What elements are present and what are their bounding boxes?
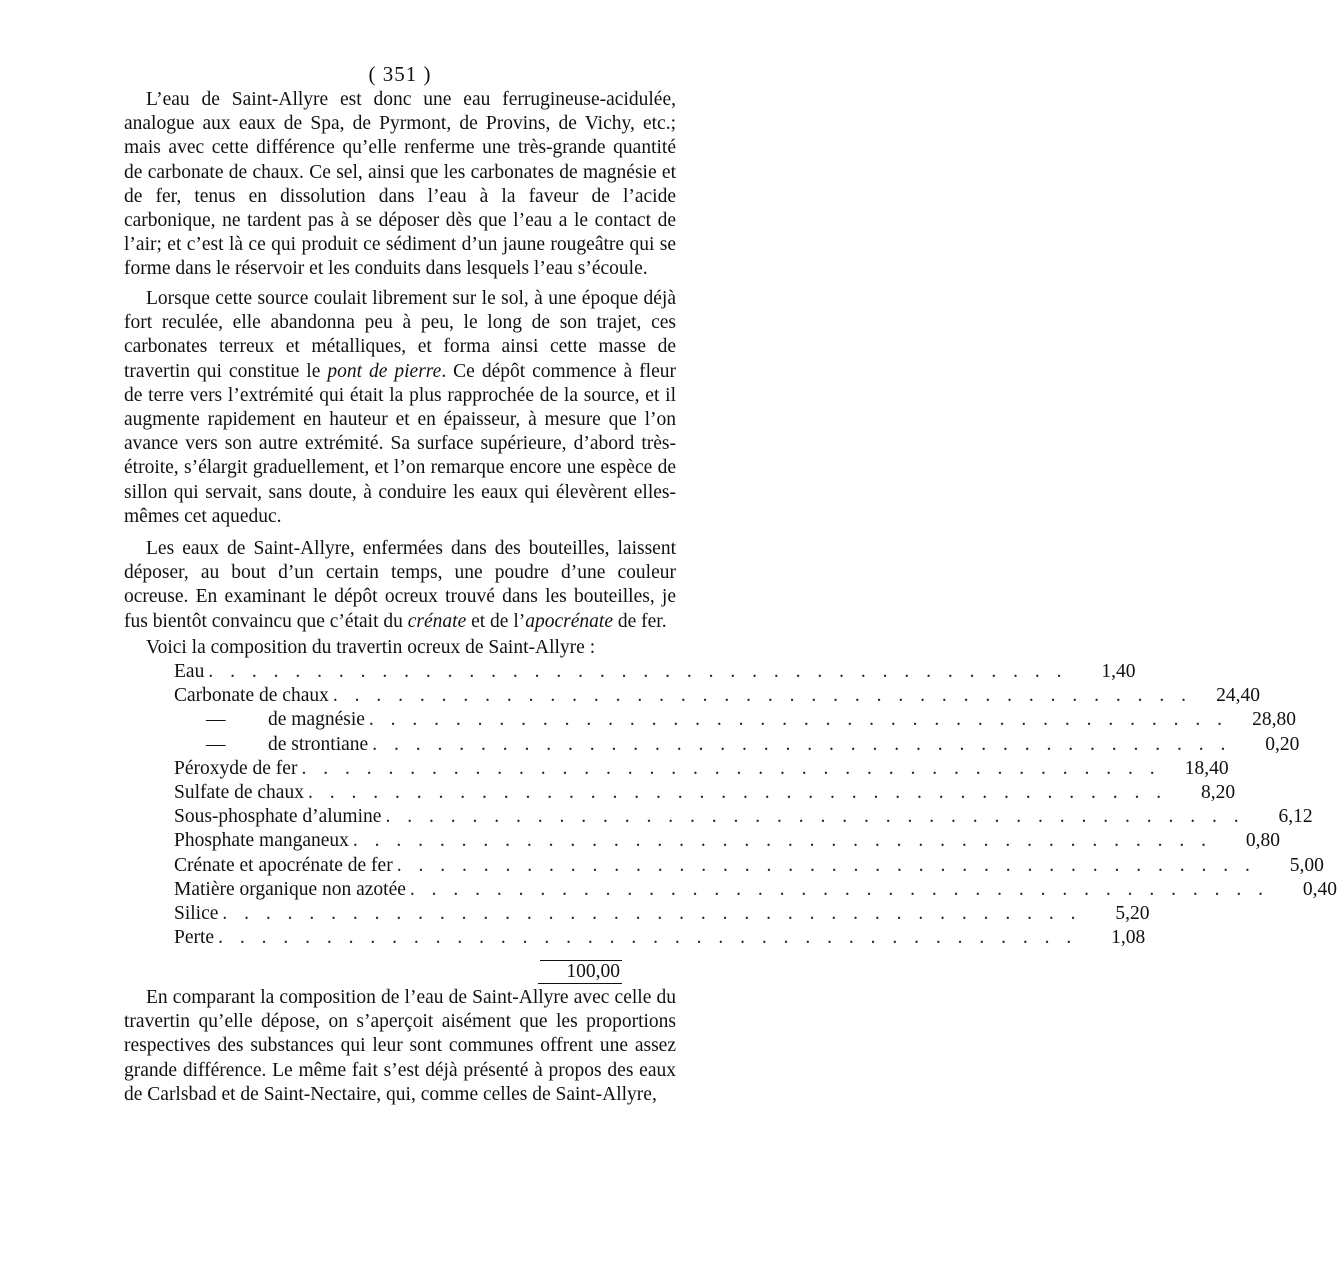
table-row (174, 829, 1281, 853)
row-value: 0,20 (1265, 733, 1300, 755)
row-label-text: de strontiane (268, 733, 369, 755)
emphasis-crenate: crénate (407, 610, 467, 632)
row-value: 6,12 (1278, 806, 1313, 828)
total-underline (538, 983, 622, 984)
dot-leader: . . . . . . . . . . . . . . . . . . . . . . . . . . . . . . . . . . . . . . . . (208, 661, 1068, 682)
dot-leader: . . . . . . . . . . . . . . . . . . . . . . . . . . . . . . . . . . . . . . . . (218, 927, 1078, 949)
dot-leader: . . . . . . . . . . . . . . . . . . . . . . . . . . . . . . . . . . . . . . . . (332, 685, 1192, 707)
paragraph-text: . Ce dépôt commence à fleur de terre vers l’extrémité qui était la plus rapprochée de la source, et il augmente rapidement en hauteur et en épaisseur, à mesure que l’on avance vers son autre extrémité. Sa surface supérieure, d’abord très-étroite, s’élargit graduellement, et l’on remarque encore une espèce de sillon qui servait, sans doute, à conduire les eaux qui élevèrent elles-mêmes cet aqueduc. (124, 360, 676, 527)
table-row (174, 878, 1337, 902)
row-value: 1,08 (1111, 927, 1146, 949)
paragraph-comparison: En comparant la composition de l’eau de Saint-Allyre avec celle du travertin qu’elle dépose, on s’aperçoit aisément que les proportions respectives des substances qui leur sont communes offrent une assez grande différence. Le même fait s’est déjà présenté à propos des eaux de Carlsbad et de Saint-Nectaire, qui, comme celles de Saint-Allyre, (124, 987, 676, 1105)
row-label: Perte (174, 927, 215, 949)
paragraph-saint-allyre-water: L’eau de Saint-Allyre est donc une eau ferrugineuse-acidulée, analogue aux eaux de Spa, de Pyrmont, de Provins, de Vichy, etc.; mais avec cette différence qu’elle renferme une très-grande quantité de carbonate de chaux. Ce sel, ainsi que les carbonates de magnésie et de fer, tenus en dissolution dans l’eau à la faveur de l’acide carbonique, ne tardent pas à se déposer dès que l’eau a le contact de l’air; et c’est là ce qui produit ce sédiment d’un jaune rougeâtre qui se forme dans le réservoir et les conduits dans lesquels l’eau s’écoule. (124, 89, 676, 280)
row-label: Matière organique non azotée (174, 878, 406, 900)
row-label: Carbonate de chaux (174, 685, 329, 707)
row-label: Péroxyde de fer (174, 757, 298, 779)
row-label-text: de magnésie (268, 709, 365, 731)
table-row (174, 926, 1146, 950)
row-label: Eau (174, 661, 205, 682)
emphasis-pont-de-pierre: pont de pierre (327, 360, 442, 382)
dot-leader: . . . . . . . . . . . . . . . . . . . . . . . . . . . . . . . . . . . . . . . . (307, 781, 1168, 803)
table-row (174, 854, 1324, 878)
row-label (174, 733, 368, 757)
table-row (174, 684, 1260, 708)
row-value: 5,00 (1289, 854, 1324, 876)
row-value: 24,40 (1216, 685, 1260, 707)
paragraph-text: Les eaux de Saint-Allyre, enfermées dans des bouteilles, laissent déposer, au bout d’un certain temps, une poudre d’une couleur ocreuse. En examinant le dépôt ocreux trouvé dans les bouteilles, je fus bientôt convaincu que c’était du (124, 538, 676, 632)
row-label: Phosphate manganeux (174, 830, 349, 852)
paragraph-text: de fer. (612, 610, 667, 632)
row-value: 18,40 (1184, 757, 1229, 779)
row-value: 0,80 (1245, 830, 1281, 852)
row-value: 8,20 (1200, 781, 1236, 803)
row-label: Crénate et apocrénate de fer (174, 854, 393, 876)
table-row (174, 805, 1313, 829)
emphasis-apocrenate: apocrénate (525, 610, 613, 632)
row-value: 28,80 (1252, 709, 1297, 731)
row-value: 5,20 (1115, 902, 1150, 924)
ditto-dash: — (206, 733, 226, 755)
table-row (174, 660, 1136, 684)
dot-leader: . . . . . . . . . . . . . . . . . . . . . . . . . . . . . . . . . . . . . . . . (301, 757, 1161, 779)
paragraph-travertin-formation (124, 287, 676, 529)
row-label: Sulfate de chaux (174, 781, 304, 803)
table-row (174, 902, 1150, 926)
paragraph-text: Lorsque cette source coulait librement sur le sol, à une époque déjà fort reculée, elle abandonna peu à peu, le long de son trajet, ces carbonates terreux et métalliques, et forma ainsi cette masse de travertin qui constitue le (124, 288, 676, 382)
dot-leader: . . . . . . . . . . . . . . . . . . . . . . . . . . . . . . . . . . . . . . . . (409, 878, 1270, 900)
row-label: Silice (174, 902, 219, 924)
row-label: Sous-phosphate d’alumine (174, 806, 382, 828)
dot-leader: . . . . . . . . . . . . . . . . . . . . . . . . . . . . . . . . . . . . . . . . (222, 902, 1082, 924)
page-number: ( 351 ) (368, 62, 432, 86)
composition-total: 100,00 (566, 961, 620, 982)
table-row (174, 757, 1229, 781)
dot-leader: . . . . . . . . . . . . . . . . . . . . . . . . . . . . . . . . . . . . . . . . (352, 830, 1213, 852)
dot-leader: . . . . . . . . . . . . . . . . . . . . . . . . . . . . . . . . . . . . . . . . (372, 733, 1232, 755)
composition-intro: Voici la composition du travertin ocreux de Saint-Allyre : (146, 637, 596, 658)
ditto-dash: — (206, 709, 226, 731)
table-row (174, 733, 1300, 757)
table-row (174, 781, 1236, 805)
paragraph-text: et de l’ (466, 610, 526, 632)
row-label (174, 708, 365, 732)
table-row (174, 708, 1297, 732)
dot-leader: . . . . . . . . . . . . . . . . . . . . . . . . . . . . . . . . . . . . . . . . (385, 806, 1245, 828)
dot-leader: . . . . . . . . . . . . . . . . . . . . . . . . . . . . . . . . . . . . . . . . (368, 709, 1229, 731)
row-value: 1,40 (1101, 661, 1136, 682)
paragraph-bottle-deposit (124, 537, 676, 634)
composition-table (174, 660, 1337, 950)
dot-leader: . . . . . . . . . . . . . . . . . . . . . . . . . . . . . . . . . . . . . . . . (396, 854, 1256, 876)
row-value: 0,40 (1302, 878, 1337, 900)
